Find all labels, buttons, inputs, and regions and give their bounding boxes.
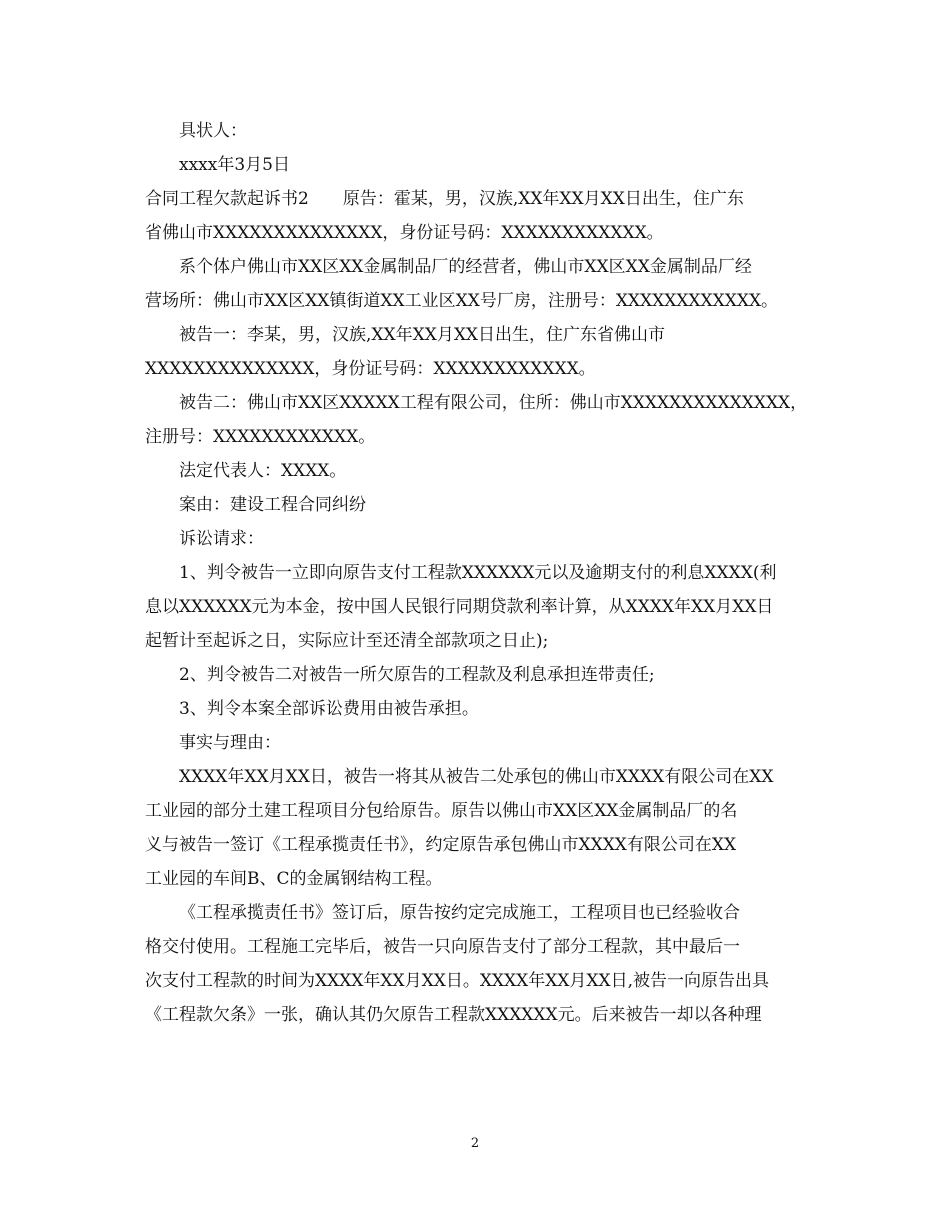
text-line: 诉讼请求：: [179, 529, 264, 549]
text-line: 合同工程欠款起诉书2 原告：霍某，男，汉族,XX年XX月XX日出生，住广东: [145, 189, 744, 209]
text-line: 2、判令被告二对被告一所欠原告的工程款及利息承担连带责任;: [179, 665, 655, 685]
text-line: 省佛山市XXXXXXXXXXXXXX，身份证号码：XXXXXXXXXXXX。: [145, 223, 664, 243]
page-number: 2: [470, 1136, 480, 1151]
text-line: 次支付工程款的时间为XXXX年XX月XX日。XXXX年XX月XX日,被告一向原告出具: [145, 971, 770, 991]
text-line: 义与被告一签订《工程承揽责任书》，约定原告承包佛山市XXXX有限公司在XX: [145, 835, 737, 855]
text-line: 案由：建设工程合同纠纷: [179, 495, 366, 515]
text-line: 1、判令被告一立即向原告支付工程款XXXXXX元以及逾期支付的利息XXXX(利: [179, 563, 777, 583]
text-line: 事实与理由：: [179, 733, 281, 753]
text-line: 具状人：: [179, 121, 247, 141]
text-line: 起暂计至起诉之日，实际应计至还清全部款项之日止);: [145, 631, 549, 651]
text-line: 被告一：李某，男，汉族,XX年XX月XX日出生，住广东省佛山市: [179, 325, 666, 345]
text-line: 被告二：佛山市XX区XXXXX工程有限公司，住所：佛山市XXXXXXXXXXXXXX，: [179, 393, 808, 413]
text-line: 3、判令本案全部诉讼费用由被告承担。: [179, 699, 479, 719]
text-line: 《工程款欠条》一张，确认其仍欠原告工程款XXXXXX元。后来被告一却以各种理: [145, 1005, 762, 1025]
text-line: 工业园的部分土建工程项目分包给原告。原告以佛山市XX区XX金属制品厂的名: [145, 801, 738, 821]
text-line: 法定代表人：XXXX。: [179, 461, 347, 481]
text-line: 营场所：佛山市XX区XX镇街道XX工业区XX号厂房，注册号：XXXXXXXXXXXX。: [145, 291, 779, 311]
text-line: 系个体户佛山市XX区XX金属制品厂的经营者，佛山市XX区XX金属制品厂经: [179, 257, 752, 277]
document-body: [145, 114, 813, 1032]
text-line: xxxx年3月5日: [179, 155, 290, 175]
text-line: XXXX年XX月XX日，被告一将其从被告二处承包的佛山市XXXX有限公司在XX: [179, 767, 774, 787]
text-line: 格交付使用。工程施工完毕后，被告一只向原告支付了部分工程款，其中最后一: [145, 937, 740, 957]
text-line: XXXXXXXXXXXXXX，身份证号码：XXXXXXXXXXXX。: [145, 359, 596, 379]
text-line: 注册号：XXXXXXXXXXXX。: [145, 427, 376, 447]
text-line: 工业园的车间B、C的金属钢结构工程。: [145, 869, 443, 889]
text-line: 息以XXXXXX元为本金，按中国人民银行同期贷款利率计算，从XXXX年XX月XX日: [145, 597, 774, 617]
text-line: 《工程承揽责任书》签订后，原告按约定完成施工，工程项目也已经验收合: [179, 903, 740, 923]
